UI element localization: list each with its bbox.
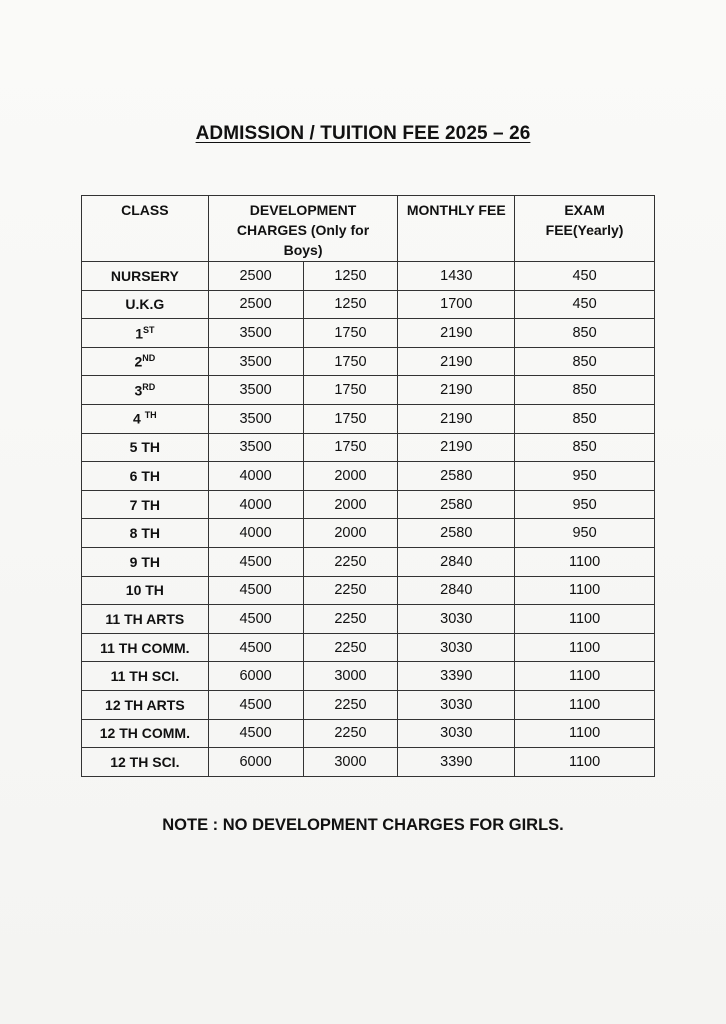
- monthly-fee-cell: 2580: [398, 519, 515, 548]
- development-charge-half-cell: 1750: [303, 347, 398, 376]
- development-charge-cell: 4500: [208, 547, 303, 576]
- development-charge-cell: 4500: [208, 576, 303, 605]
- development-charge-cell: 3500: [208, 376, 303, 405]
- header-development: DEVELOPMENT CHARGES (Only for Boys): [208, 196, 398, 262]
- table-row: [82, 347, 655, 376]
- development-charge-cell: 3500: [208, 404, 303, 433]
- class-label: 12 TH COMM.: [99, 725, 190, 742]
- exam-fee-cell: 1100: [515, 633, 655, 662]
- class-label: 5 TH: [129, 439, 161, 456]
- exam-fee-cell: 850: [515, 404, 655, 433]
- class-label: 9 TH: [129, 553, 161, 570]
- class-cell: [82, 576, 209, 605]
- development-charge-cell: 4000: [208, 490, 303, 519]
- table-row: [82, 376, 655, 405]
- exam-fee-cell: 850: [515, 319, 655, 348]
- class-label: 7 TH: [129, 496, 161, 513]
- development-charge-cell: 6000: [208, 748, 303, 777]
- class-cell: [82, 347, 209, 376]
- table-row: [82, 404, 655, 433]
- fee-table: [81, 195, 655, 777]
- monthly-fee-cell: 1700: [398, 290, 515, 319]
- class-cell: [82, 262, 209, 291]
- development-charge-cell: 2500: [208, 262, 303, 291]
- monthly-fee-cell: 1430: [398, 262, 515, 291]
- table-row: [82, 662, 655, 691]
- development-charge-cell: 4500: [208, 633, 303, 662]
- development-charge-cell: 3500: [208, 319, 303, 348]
- class-cell: [82, 547, 209, 576]
- development-charge-cell: 4500: [208, 690, 303, 719]
- class-cell: [82, 290, 209, 319]
- exam-fee-cell: 850: [515, 376, 655, 405]
- development-charge-cell: 4000: [208, 519, 303, 548]
- table-row: [82, 262, 655, 291]
- development-charge-half-cell: 2250: [303, 605, 398, 634]
- class-cell: [82, 519, 209, 548]
- development-charge-cell: 4000: [208, 462, 303, 491]
- class-ordinal-suffix: ND: [142, 353, 156, 364]
- document-title: ADMISSION / TUITION FEE 2025 – 26: [195, 123, 531, 144]
- class-label: NURSERY: [110, 267, 179, 284]
- monthly-fee-cell: 2840: [398, 547, 515, 576]
- development-charge-half-cell: 1750: [303, 404, 398, 433]
- class-label: 1: [135, 325, 143, 342]
- monthly-fee-cell: 2840: [398, 576, 515, 605]
- exam-fee-cell: 1100: [515, 547, 655, 576]
- class-label: 8 TH: [129, 525, 161, 542]
- monthly-fee-cell: 2190: [398, 347, 515, 376]
- fee-table-body: [82, 262, 655, 777]
- development-charge-half-cell: 2250: [303, 633, 398, 662]
- exam-fee-cell: 950: [515, 462, 655, 491]
- table-row: [82, 576, 655, 605]
- class-cell: [82, 748, 209, 777]
- class-label: U.K.G: [125, 296, 165, 313]
- exam-fee-cell: 450: [515, 290, 655, 319]
- development-charge-half-cell: 2000: [303, 462, 398, 491]
- exam-fee-cell: 1100: [515, 662, 655, 691]
- development-charge-half-cell: 1750: [303, 376, 398, 405]
- monthly-fee-cell: 3030: [398, 719, 515, 748]
- class-cell: [82, 719, 209, 748]
- development-charge-half-cell: 1750: [303, 433, 398, 462]
- development-charge-half-cell: 2250: [303, 576, 398, 605]
- table-row: [82, 605, 655, 634]
- class-ordinal-suffix: RD: [142, 381, 156, 392]
- class-cell: [82, 462, 209, 491]
- class-label: 3: [134, 382, 143, 399]
- class-label: 11 TH ARTS: [105, 610, 185, 627]
- header-exam-fee: EXAM FEE(Yearly): [515, 196, 655, 262]
- development-charge-cell: 2500: [208, 290, 303, 319]
- development-charge-cell: 4500: [208, 605, 303, 634]
- development-charge-half-cell: 1750: [303, 319, 398, 348]
- development-charge-half-cell: 2250: [303, 719, 398, 748]
- development-charge-half-cell: 2250: [303, 547, 398, 576]
- note-text: NOTE : NO DEVELOPMENT CHARGES FOR GIRLS.: [162, 816, 564, 834]
- class-cell: [82, 490, 209, 519]
- development-charge-half-cell: 2000: [303, 519, 398, 548]
- class-cell: [82, 605, 209, 634]
- class-cell: [82, 376, 209, 405]
- class-ordinal-suffix: ST: [142, 324, 155, 335]
- table-row: [82, 719, 655, 748]
- class-label: 11 TH SCI.: [110, 668, 180, 685]
- class-cell: [82, 433, 209, 462]
- monthly-fee-cell: 3030: [398, 605, 515, 634]
- class-label: 11 TH COMM.: [100, 639, 190, 656]
- monthly-fee-cell: 3030: [398, 690, 515, 719]
- table-row: [82, 290, 655, 319]
- development-charge-cell: 4500: [208, 719, 303, 748]
- exam-fee-cell: 1100: [515, 576, 655, 605]
- class-label: 12 TH ARTS: [105, 696, 185, 713]
- development-charge-half-cell: 1250: [303, 290, 398, 319]
- class-cell: [82, 319, 209, 348]
- header-class: CLASS: [82, 196, 209, 262]
- exam-fee-cell: 850: [515, 347, 655, 376]
- development-charge-half-cell: 2250: [303, 690, 398, 719]
- class-label: 6 TH: [129, 467, 161, 484]
- development-charge-cell: 3500: [208, 433, 303, 462]
- table-row: [82, 433, 655, 462]
- exam-fee-cell: 950: [515, 490, 655, 519]
- exam-fee-cell: 1100: [515, 719, 655, 748]
- development-charge-cell: 3500: [208, 347, 303, 376]
- monthly-fee-cell: 3390: [398, 748, 515, 777]
- exam-fee-cell: 1100: [515, 605, 655, 634]
- monthly-fee-cell: 2190: [398, 319, 515, 348]
- class-label: 4: [133, 411, 145, 428]
- monthly-fee-cell: 2580: [398, 462, 515, 491]
- exam-fee-cell: 950: [515, 519, 655, 548]
- table-row: [82, 462, 655, 491]
- monthly-fee-cell: 2580: [398, 490, 515, 519]
- table-row: [82, 690, 655, 719]
- class-label: 12 TH SCI.: [110, 753, 180, 770]
- header-monthly-fee: MONTHLY FEE: [398, 196, 515, 262]
- development-charge-cell: 6000: [208, 662, 303, 691]
- table-row: [82, 547, 655, 576]
- table-row: [82, 748, 655, 777]
- class-cell: [82, 404, 209, 433]
- class-cell: [82, 690, 209, 719]
- table-header-row: [82, 196, 655, 262]
- table-row: [82, 519, 655, 548]
- monthly-fee-cell: 2190: [398, 433, 515, 462]
- development-charge-half-cell: 3000: [303, 662, 398, 691]
- class-cell: [82, 633, 209, 662]
- table-row: [82, 633, 655, 662]
- development-charge-half-cell: 2000: [303, 490, 398, 519]
- exam-fee-cell: 850: [515, 433, 655, 462]
- table-row: [82, 490, 655, 519]
- class-label: 2: [134, 353, 143, 370]
- development-charge-half-cell: 1250: [303, 262, 398, 291]
- monthly-fee-cell: 3390: [398, 662, 515, 691]
- exam-fee-cell: 1100: [515, 690, 655, 719]
- development-charge-half-cell: 3000: [303, 748, 398, 777]
- exam-fee-cell: 1100: [515, 748, 655, 777]
- monthly-fee-cell: 2190: [398, 376, 515, 405]
- class-ordinal-suffix: TH: [144, 410, 157, 421]
- class-cell: [82, 662, 209, 691]
- exam-fee-cell: 450: [515, 262, 655, 291]
- class-label: 10 TH: [125, 582, 164, 599]
- table-row: [82, 319, 655, 348]
- monthly-fee-cell: 3030: [398, 633, 515, 662]
- monthly-fee-cell: 2190: [398, 404, 515, 433]
